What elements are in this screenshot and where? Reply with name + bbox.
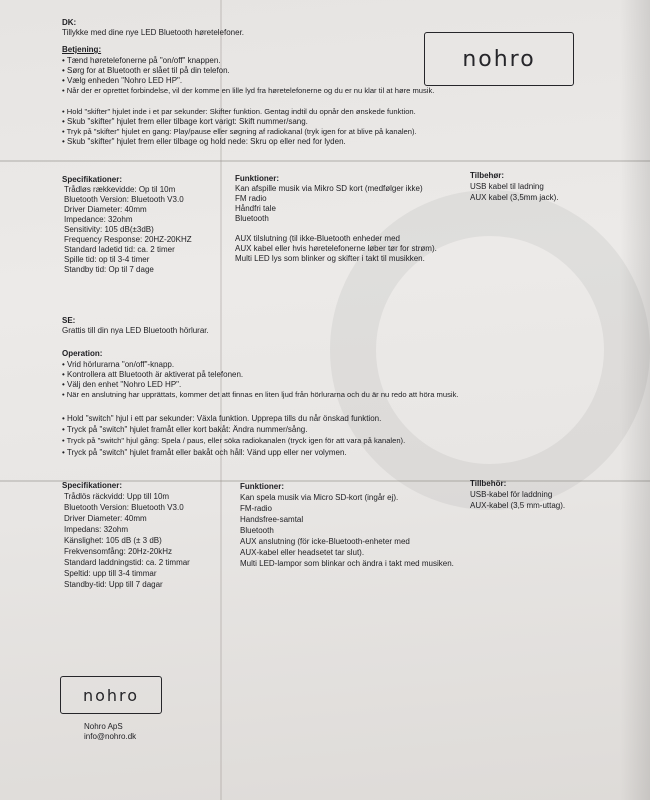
dk-control: • Skub "skifter" hjulet frem eller tilbage kort varigt: Skift nummer/sang. <box>62 117 308 126</box>
se-spec: Driver Diameter: 40mm <box>64 514 147 523</box>
se-control: • Tryck på "switch" hjul gång: Spela / paus, eller söka radiokanalen (tryck igen för att vara på kanalen). <box>62 436 406 445</box>
se-spec: Trådlös räckvidd: Upp till 10m <box>64 492 170 501</box>
dk-spec: Standby tid: Op til 7 dage <box>64 265 154 274</box>
dk-function: Bluetooth <box>235 214 269 223</box>
se-spec: Impedans: 32ohm <box>64 525 129 534</box>
dk-accessory: USB kabel til ladning <box>470 182 544 191</box>
dk-spec: Bluetooth Version: Bluetooth V3.0 <box>64 195 184 204</box>
se-specs-heading: Specifikationer: <box>62 481 123 490</box>
se-accessory: AUX-kabel (3,5 mm-uttag). <box>470 501 566 510</box>
nohro-logo-footer: nohro <box>60 676 162 714</box>
dk-heading: DK: <box>62 18 77 27</box>
paper-shadow <box>620 0 650 800</box>
dk-spec: Driver Diameter: 40mm <box>64 205 147 214</box>
nohro-logo: nohro <box>424 32 574 86</box>
se-control: • Hold "switch" hjul i ett par sekunder: Växla funktion. Upprepa tills du når önskad funktion. <box>62 414 382 423</box>
dk-step: • Sørg for at Bluetooth er slået til på din telefon. <box>62 66 230 75</box>
footer-email: info@nohro.dk <box>84 732 137 741</box>
dk-step: • Vælg enheden "Nohro LED HP". <box>62 76 183 85</box>
se-function: Bluetooth <box>240 526 274 535</box>
dk-spec: Frequency Response: 20HZ-20KHZ <box>64 235 192 244</box>
footer-company: Nohro ApS <box>84 722 123 731</box>
dk-control: • Tryk på "skifter" hjulet en gang: Play/pause eller søgning af radiokanal (tryk igen for at blive på kanalen). <box>62 127 417 136</box>
dk-welcome: Tillykke med dine nye LED Bluetooth høretelefoner. <box>62 28 245 37</box>
se-function: Multi LED-lampor som blinkar och ändra i takt med musiken. <box>240 559 454 568</box>
paper-fold <box>0 160 650 162</box>
se-heading: SE: <box>62 316 76 325</box>
se-function: Handsfree-samtal <box>240 515 304 524</box>
se-spec: Bluetooth Version: Bluetooth V3.0 <box>64 503 184 512</box>
se-welcome: Grattis till din nya LED Bluetooth hörlurar. <box>62 326 209 335</box>
se-spec: Känslighet: 105 dB (± 3 dB) <box>64 536 162 545</box>
dk-function: AUX tilslutning (til ikke-Bluetooth enheder med <box>235 234 400 243</box>
se-function: FM-radio <box>240 504 273 513</box>
dk-spec: Trådløs rækkevidde: Op til 10m <box>64 185 176 194</box>
dk-function: Håndfri tale <box>235 204 276 213</box>
dk-spec: Impedance: 32ohm <box>64 215 133 224</box>
dk-spec: Spille tid: op til 3-4 timer <box>64 255 150 264</box>
se-function: AUX anslutning (för icke-Bluetooth-enheter med <box>240 537 410 546</box>
dk-step: • Tænd høretelefonerne på "on/off" knappen. <box>62 56 221 65</box>
se-accessory: USB-kabel för laddning <box>470 490 553 499</box>
se-step: • Kontrollera att Bluetooth är aktiverat på telefonen. <box>62 370 244 379</box>
se-operation-heading: Operation: <box>62 349 103 358</box>
dk-function: AUX kabel eller hvis høretelefonerne løber tør for strøm). <box>235 244 437 253</box>
dk-function: FM radio <box>235 194 267 203</box>
se-function: Kan spela musik via Micro SD-kort (ingår ej). <box>240 493 399 502</box>
se-step: • Välj den enhet "Nohro LED HP". <box>62 380 182 389</box>
dk-spec: Standard ladetid tid: ca. 2 timer <box>64 245 175 254</box>
se-accessories-heading: Tillbehör: <box>470 479 507 488</box>
dk-control: • Skub "skifter" hjulet frem eller tilbage og hold nede: Skru op eller ned for lyden. <box>62 137 346 146</box>
se-control: • Tryck på "switch" hjulet framåt eller bakåt och håll: Vänd upp eller ner volymen. <box>62 448 347 457</box>
se-spec: Standard laddningstid: ca. 2 timmar <box>64 558 190 567</box>
se-step: • När en anslutning har upprättats, kommer det att finnas en liten ljud från hörlurarna och du är nu redo att höra musik. <box>62 390 459 399</box>
se-function: AUX-kabel eller headsetet tar slut). <box>240 548 365 557</box>
dk-function: Multi LED lys som blinker og skifter i takt til musikken. <box>235 254 425 263</box>
dk-control: • Hold "skifter" hjulet inde i et par sekunder: Skifter funktion. Gentag indtil du opnår den ønskede funktion. <box>62 107 416 116</box>
dk-accessories-heading: Tilbehør: <box>470 171 505 180</box>
dk-functions-heading: Funktioner: <box>235 174 279 183</box>
dk-operation-heading: Betjening: <box>62 45 102 54</box>
dk-step: • Når der er oprettet forbindelse, vil der komme en lille lyd fra høretelefonerne og du er nu klar til at høre musik. <box>62 86 435 95</box>
dk-specs-heading: Specifikationer: <box>62 175 123 184</box>
dk-accessory: AUX kabel (3,5mm jack). <box>470 193 559 202</box>
se-spec: Speltid: upp till 3-4 timmar <box>64 569 157 578</box>
se-step: • Vrid hörlurarna "on/off"-knapp. <box>62 360 175 369</box>
dk-function: Kan afspille musik via Mikro SD kort (medfølger ikke) <box>235 184 423 193</box>
se-spec: Standby-tid: Upp till 7 dagar <box>64 580 163 589</box>
dk-spec: Sensitivity: 105 dB(±3dB) <box>64 225 154 234</box>
se-spec: Frekvensomfång: 20Hz-20kHz <box>64 547 173 556</box>
se-control: • Tryck på "switch" hjulet framåt eller kort bakåt: Ändra nummer/sång. <box>62 425 308 434</box>
se-functions-heading: Funktioner: <box>240 482 284 491</box>
